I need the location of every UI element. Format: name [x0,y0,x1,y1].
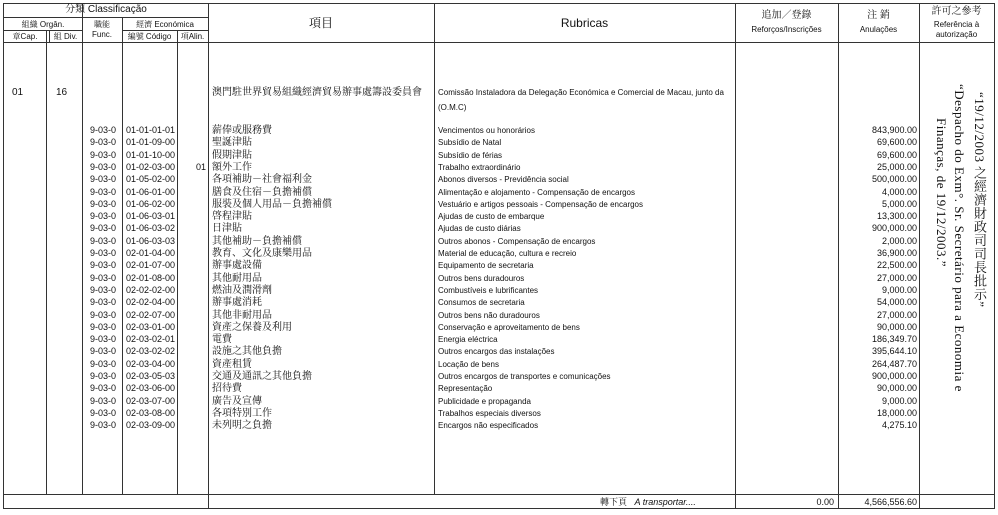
row-label-zh: 未列明之負擔 [212,420,272,432]
header-reforcos-zh: 追加／登錄 [761,10,812,21]
row-label-pt: Subsídio de Natal [438,138,502,148]
row-anulacoes: 2,000.00 [881,235,917,246]
row-label-zh: 其他非耐用品 [212,309,272,321]
row-anulacoes: 9,000.00 [881,395,917,406]
row-label-pt: Consumos de secretaria [438,298,525,308]
row-anulacoes: 25,000.00 [876,161,917,172]
row-label-pt: Abonos diversos - Previdência social [438,175,569,185]
row-func: 9-03-0 [90,346,117,357]
row-label-zh: 假期津貼 [212,149,252,161]
row-label-zh: 膳食及住宿－負擔補償 [212,186,312,198]
row-label-pt: Energia eléctrica [438,335,498,345]
row-label-pt: Subsídio de férias [438,150,503,160]
row-label-zh: 服裝及個人用品－負擔補償 [212,198,332,210]
divider [4,30,82,31]
row-label-zh: 辦事處設備 [212,260,262,272]
row-label-zh: 資產之保養及利用 [212,321,292,333]
row-code: 01-06-02-00 [126,198,176,209]
header-ref-pt2: autorização [935,30,978,39]
row-func: 9-03-0 [90,371,117,381]
row-anulacoes: 27,000.00 [876,272,917,283]
anulacoes-total: 4,566,556.60 [864,497,917,507]
row-label-zh: 其他補助－負擔補償 [212,235,302,247]
authorization-line-3: Finanças, de 19/12/2003.” [934,118,949,267]
row-func: 9-03-0 [90,149,117,160]
row-func: 9-03-0 [90,383,117,394]
row-code: 02-03-02-02 [126,346,176,357]
row-anulacoes: 395,644.10 [871,346,917,357]
row-label-pt: Outros encargos das instalações [438,347,555,357]
row-anulacoes: 900,000.00 [871,223,917,234]
row-label-zh: 電費 [212,334,232,346]
divider [208,4,209,508]
row-anulacoes: 500,000.00 [871,174,917,185]
row-func: 9-03-0 [90,334,117,345]
row-anulacoes: 186,349.70 [871,334,917,345]
row-label-zh: 設施之其他負擔 [212,346,282,358]
row-func: 9-03-0 [90,248,117,258]
transport-label: 轉下頁 A transportar.... [600,497,696,507]
row-anulacoes: 900,000.00 [871,371,917,381]
row-label-pt: Locação de bens [438,359,499,369]
row-label-pt: Ajudas de custo de embarque [438,212,545,222]
row-code: 02-02-02-00 [126,284,176,295]
row-anulacoes: 264,487.70 [871,358,917,369]
budget-table [3,3,995,509]
header-classificacao: 分類 Classificação [65,4,147,15]
row-code: 01-05-02-00 [126,174,176,185]
row-anulacoes: 22,500.00 [876,260,917,271]
header-reforcos-pt: Reforços/Inscrições [751,25,822,34]
divider [434,4,435,494]
header-economica: 經濟 Económica [136,20,194,29]
row-func: 9-03-0 [90,358,117,369]
row-func: 9-03-0 [90,260,117,271]
divider [4,42,994,43]
row-label-zh: 各項補助－社會福利金 [212,174,312,186]
row-label-pt: Material de educação, cultura e recreio [438,249,577,258]
divider [735,4,736,508]
row-anulacoes: 5,000.00 [881,198,917,209]
row-func: 9-03-0 [90,407,117,418]
divider [46,30,47,494]
header-func-zh: 職能 [94,20,110,29]
row-code: 02-03-01-00 [126,321,176,332]
divider [4,494,994,495]
row-func: 9-03-0 [90,186,117,197]
header-func-pt: Func. [91,30,112,39]
header-div: 組 Div. [53,32,78,41]
entity-name-pt-2: (O.M.C) [438,103,467,112]
row-label-pt: Conservação e aproveitamento de bens [438,322,580,332]
row-label-pt: Trabalho extraordinário [438,162,521,172]
row-anulacoes: 90,000.00 [876,383,917,394]
divider [177,30,178,494]
row-label-pt: Representação [438,384,493,394]
row-code: 01-06-03-03 [126,235,176,246]
row-label-zh: 日津貼 [212,223,242,235]
row-code: 02-03-08-00 [126,407,176,418]
row-label-zh: 薪俸或服務費 [212,125,272,136]
row-code: 02-01-07-00 [126,260,176,271]
row-func: 9-03-0 [90,137,117,148]
header-alin: 項Alin. [180,32,205,41]
row-func: 9-03-0 [90,272,117,283]
row-func: 9-03-0 [90,395,117,406]
row-func: 9-03-0 [90,211,117,222]
row-label-zh: 聖誕津貼 [212,137,252,149]
header-cap: 章Cap. [12,32,38,41]
row-anulacoes: 36,900.00 [876,248,917,258]
row-label-pt: Alimentação e alojamento - Compensação de encargos [438,187,636,197]
row-label-zh: 交通及通訊之其他負擔 [212,371,312,382]
row-code: 01-02-03-00 [126,161,176,172]
row-label-zh: 教育、文化及康樂用品 [212,248,312,259]
row-code: 02-02-04-00 [126,297,176,308]
divider [4,17,208,18]
header-anulacoes-pt: Anulações [859,25,898,34]
row-func: 9-03-0 [90,321,117,332]
row-label-pt: Trabalhos especiais diversos [438,408,541,418]
row-label-zh: 燃油及潤滑劑 [212,284,272,296]
row-func: 9-03-0 [90,161,117,172]
row-label-pt: Outros bens não duradouros [438,310,540,320]
header-ref-pt1: Referência à [933,20,980,29]
row-alin: 01 [195,161,206,172]
row-func: 9-03-0 [90,420,117,431]
row-anulacoes: 4,275.10 [881,420,917,431]
row-code: 01-06-03-01 [126,211,176,222]
row-label-zh: 啓程津貼 [212,211,252,223]
row-label-zh: 額外工作 [212,161,252,173]
row-func: 9-03-0 [90,309,117,320]
row-label-pt: Outros encargos de transportes e comunicações [438,372,611,381]
row-code: 02-02-07-00 [126,309,176,320]
row-anulacoes: 69,600.00 [876,149,917,160]
divider [82,4,83,494]
entity-div: 16 [56,87,68,98]
row-func: 9-03-0 [90,174,117,185]
row-label-zh: 各項特別工作 [212,407,272,419]
row-code: 02-01-04-00 [126,248,176,258]
row-code: 01-01-01-01 [126,125,176,135]
row-anulacoes: 27,000.00 [876,309,917,320]
header-xiangmu: 項目 [308,16,333,30]
row-code: 02-01-08-00 [126,272,176,283]
row-code: 02-03-06-00 [126,383,176,394]
row-anulacoes: 4,000.00 [881,186,917,197]
row-code: 02-03-07-00 [126,395,176,406]
row-label-pt: Vestuário e artigos pessoais - Compensação de encargos [438,199,644,209]
row-label-pt: Outros abonos - Compensação de encargos [438,236,596,246]
row-code: 01-01-09-00 [126,137,176,148]
row-code: 02-03-09-00 [126,420,176,431]
header-rubricas: Rubricas [560,16,609,30]
row-anulacoes: 9,000.00 [881,284,917,295]
row-func: 9-03-0 [90,125,117,135]
row-anulacoes: 13,300.00 [876,211,917,222]
authorization-reference [916,84,992,414]
row-anulacoes: 54,000.00 [876,297,917,308]
row-func: 9-03-0 [90,297,117,308]
header-ref-zh: 許可之參考 [931,6,982,17]
row-label-zh: 辦事處消耗 [212,297,262,309]
row-label-pt: Encargos não especificados [438,421,539,431]
header-codigo: 編號 Código [127,32,172,41]
reforcos-total: 0.00 [816,497,834,507]
row-anulacoes: 69,600.00 [876,137,917,148]
row-label-zh: 招待費 [212,383,242,395]
authorization-line-2: “Despacho do Exm°. Sr. Secretário para a Economia e [952,84,967,392]
row-label-zh: 其他耐用品 [212,272,262,284]
row-code: 01-01-10-00 [126,149,176,160]
row-label-pt: Publicidade e propaganda [438,396,531,406]
row-func: 9-03-0 [90,284,117,295]
entity-name-pt-1: Comissão Instaladora da Delegação Económica e Comercial de Macau, junto da [438,88,724,97]
row-label-pt: Ajudas de custo diárias [438,224,521,234]
entity-name-zh: 澳門駐世界貿易組織經濟貿易辦事處籌設委員會 [212,87,422,98]
row-label-zh: 資產租賃 [212,358,252,370]
row-func: 9-03-0 [90,235,117,246]
row-func: 9-03-0 [90,198,117,209]
row-label-pt: Vencimentos ou honorários [438,126,535,135]
row-anulacoes: 90,000.00 [876,321,917,332]
row-anulacoes: 18,000.00 [876,407,917,418]
row-code: 02-03-04-00 [126,358,176,369]
divider [122,17,123,494]
row-label-pt: Outros bens duradouros [438,273,525,283]
header-anulacoes-zh: 注 銷 [867,10,890,21]
row-label-zh: 廣告及宣傳 [212,395,262,407]
divider [122,30,208,31]
header-organ: 組織 Orgân. [21,20,65,29]
row-code: 02-03-02-01 [126,334,176,345]
row-label-pt: Equipamento de secretaria [438,261,534,271]
row-code: 01-06-03-02 [126,223,176,234]
row-code: 02-03-05-03 [126,371,176,381]
authorization-line-1: “19/12/2003 之經濟財政司司長批示” [972,92,987,308]
row-code: 01-06-01-00 [126,186,176,197]
row-label-pt: Combustíveis e lubrificantes [438,285,539,295]
row-anulacoes: 843,900.00 [871,125,917,135]
row-func: 9-03-0 [90,223,117,234]
entity-cap: 01 [12,87,24,98]
